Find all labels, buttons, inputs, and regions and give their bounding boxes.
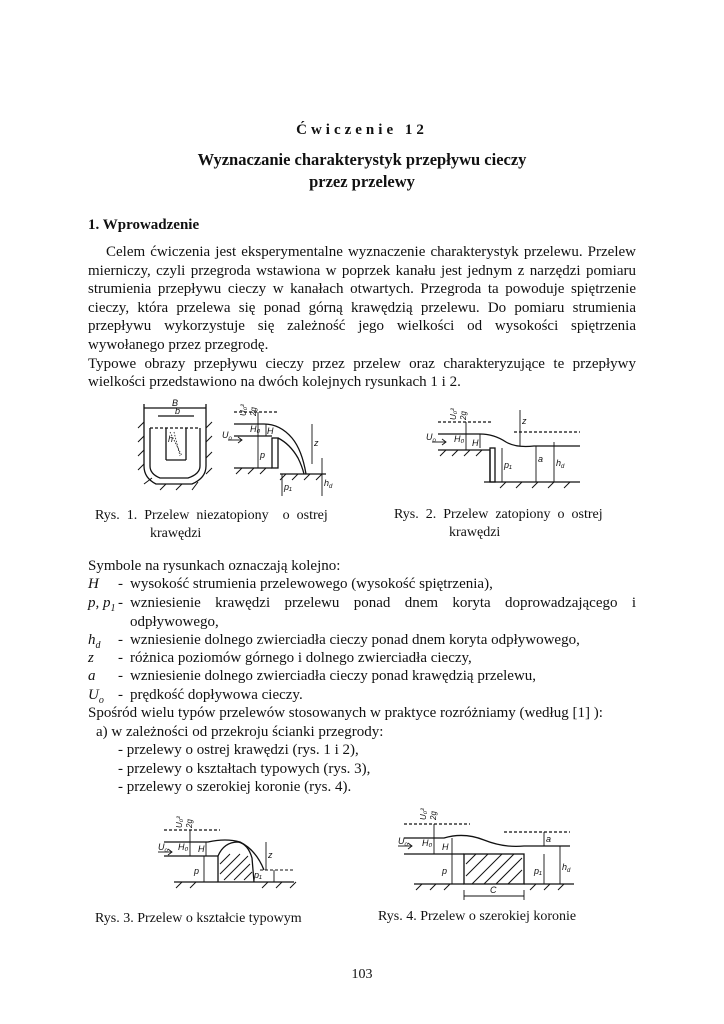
title-line-1: Wyznaczanie charakterystyk przepływu cieczy [197,150,527,169]
fig3-label-z: z [268,850,273,860]
fig4-label-p1: p₁ [534,866,542,876]
figure-2-diagram [424,402,584,498]
list-item: - przelewy o kształtach typowych (rys. 3), [118,761,371,777]
label-p1: p₁ [284,482,292,492]
symbol-definition: wzniesienie dolnego zwierciadła cieczy ponad dnem koryta odpływowego, [130,632,580,648]
fig4-label-U0-sq: U₀² [419,808,428,820]
symbol: H [88,576,99,592]
fig3-label-2g: 2g [185,819,194,828]
title-line-2: przez przelewy [309,172,415,191]
fig3-label-p: p [194,866,200,876]
symbol: z [88,650,94,666]
fig2-label-a: a [538,454,544,464]
label-B: B [172,398,179,408]
fig4-label-a: a [546,834,552,844]
symbol-dash: - [118,668,123,684]
fig2-label-U0: $U_o$ [426,432,436,444]
fig4-label-C: C [490,885,497,895]
figure-1-diagram [130,398,340,500]
symbol-definition: wzniesienie krawędzi przelewu ponad dnem koryta doprowadzającego i odpływowego, [130,595,636,630]
label-H: H [267,426,274,436]
section-heading: 1. Wprowadzenie [88,217,200,233]
page-number: 103 [351,967,373,982]
fig2-label-H: H [472,438,479,448]
symbol-definition: wysokość strumienia przelewowego (wysokość spiętrzenia), [130,576,493,592]
fig2-label-U0-sq: U₀² [449,408,458,420]
label-hd: $h_d$ [324,478,333,490]
intro-paragraph: Celem ćwiczenia jest eksperymentalne wyznaczenie charakterystyk przelewu. Przelew mierniczy, czyli przegroda wstawiona w poprzek kanału jest jednym z narzędzi pomiaru strumienia przepływu cieczy w kanałach otwartych. Przegroda ta powoduje spiętrzenie cieczy, która przelewa się ponad górną krawędzią przelewu. Do pomiaru strumienia przepływu wykorzystuje się zależność jego wielkości od wysokości spiętrzenia wywołanego przez przegrodę. [88,244,636,353]
symbol-row-U0 [88,686,636,705]
list-item: - przelewy o szerokiej koronie (rys. 4). [118,779,352,795]
fig2-label-H0: H₀ [454,434,465,444]
symbol-row-H [88,575,636,594]
symbol-definition: prędkość dopływowa cieczy. [130,687,303,703]
figure-3-caption: Rys. 3. Przelew o kształcie typowym [95,911,302,926]
label-U0: $U_o$ [222,430,232,442]
fig2-label-z: z [522,416,527,426]
list-a-heading: a) w zależności od przekroju ścianki przegrody: [96,724,384,740]
figure-2-caption [394,506,654,542]
fig4-label-U0: $U_o$ [398,836,408,848]
symbols-intro: Symbole na rysunkach oznaczają kolejno: [88,558,341,574]
symbol-dash: - [118,595,123,611]
symbol-row-p [88,594,636,632]
typical-paragraph: Typowe obrazy przepływu cieczy przez przelew oraz charakteryzujące te przepływy wielkości przedstawiono na dwóch kolejnych rysunkach 1 i 2. [88,355,636,391]
symbol-definition: wzniesienie dolnego zwierciadła cieczy ponad krawędzią przelewu, [130,668,537,684]
types-intro: Spośród wielu typów przelewów stosowanych w praktyce rozróżniamy (według [1] ): [88,705,603,721]
symbol-dash: - [118,632,123,648]
symbol: p, $p_1$ [88,595,116,614]
fig3-label-U0: $U_o$ [158,842,168,854]
fig4-label-2g: 2g [429,811,438,820]
intro-block [88,243,636,392]
label-z: z [314,438,319,448]
figure-4-diagram [394,800,584,904]
fig2-label-p1: p₁ [504,460,512,470]
chapter-label: Ćwiczenie 12 [296,122,428,138]
symbol-dash: - [118,650,123,666]
label-2g: 2g [249,407,258,416]
symbol: a [88,668,96,684]
label-h: h [168,434,174,444]
symbol: $U_o$ [88,687,104,706]
label-U0-sq: U₀² [239,404,248,416]
chapter-heading [0,122,724,139]
symbol-row-a [88,667,636,686]
fig2-label-hd: $h_d$ [556,458,565,470]
label-b: b [175,406,181,416]
symbol-definition: różnica poziomów górnego i dolnego zwierciadła cieczy, [130,650,472,666]
figure-2-caption-line1: Rys. 2. Przelew zatopiony o ostrej [394,507,603,522]
symbol-row-hd [88,631,636,650]
figure-4-caption: Rys. 4. Przelew o szerokiej koronie [378,909,577,924]
fig4-label-p: p [442,866,448,876]
fig4-label-H: H [442,842,449,852]
symbol-dash: - [118,576,123,592]
symbol: $h_d$ [88,632,101,651]
symbol-row-z [88,649,636,668]
label-H0: H₀ [250,424,261,434]
fig4-label-H0: H₀ [422,838,433,848]
figure-1-caption [95,507,355,543]
fig2-label-2g: 2g [459,411,468,420]
fig3-label-H0: H₀ [178,842,189,852]
figure-3-diagram [154,812,304,896]
fig3-label-p1: p₁ [254,870,262,880]
symbol-dash: - [118,687,123,703]
fig3-label-H: H [198,844,205,854]
fig4-label-hd: $h_d$ [562,862,571,874]
fig3-label-U0-sq: U₀² [175,816,184,828]
list-item: - przelewy o ostrej krawędzi (rys. 1 i 2), [118,742,359,758]
label-p: p [260,450,266,460]
figure-2-caption-line2: krawędzi [449,525,501,540]
figure-1-caption-line1: Rys. 1. Przelew niezatopiony o ostrej [95,508,328,523]
figure-1-caption-line2: krawędzi [150,526,202,541]
